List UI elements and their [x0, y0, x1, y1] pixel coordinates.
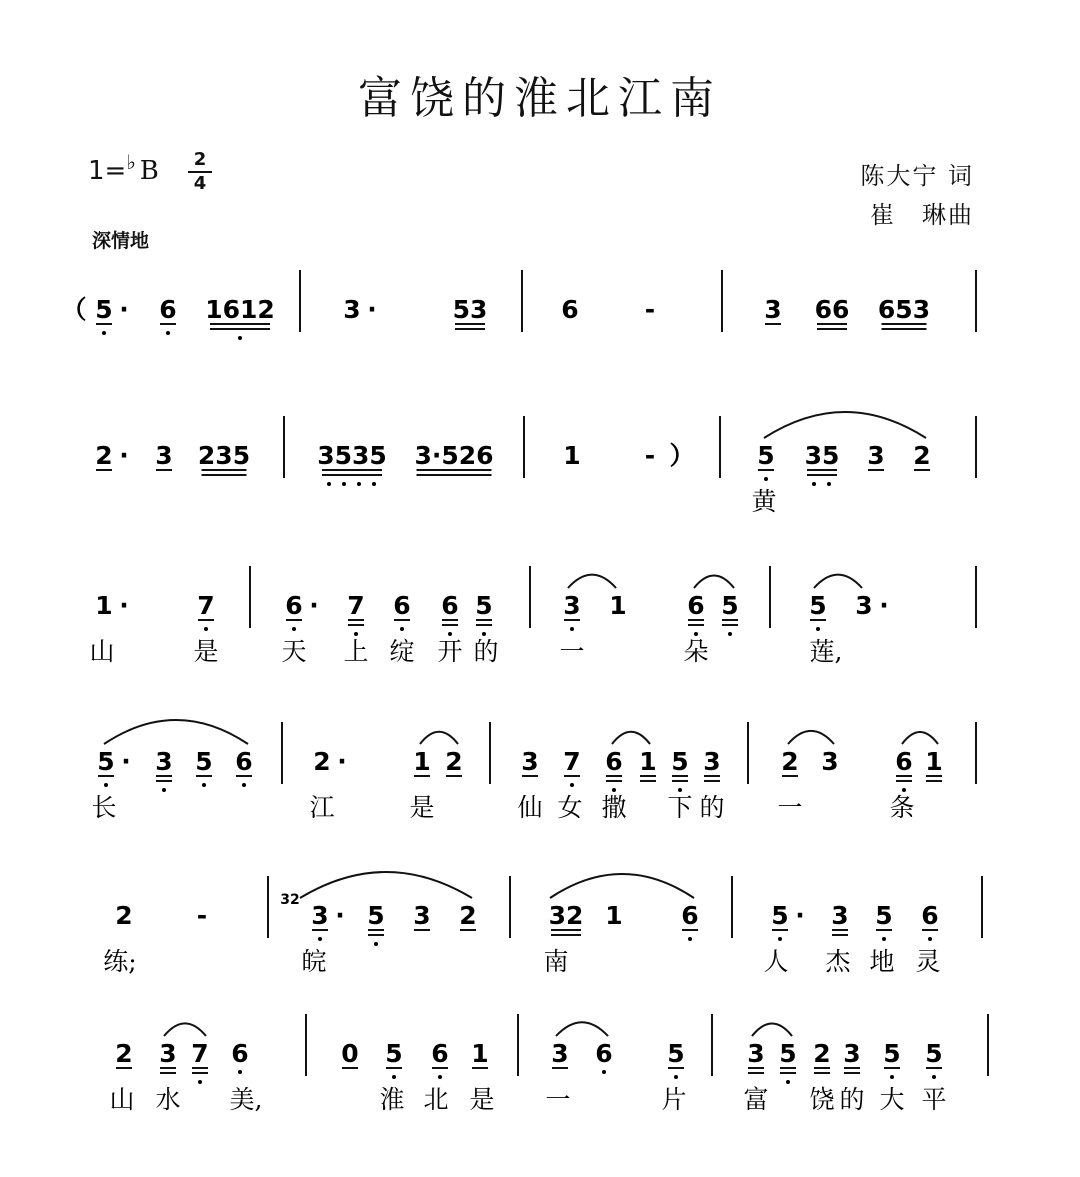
lyric-char: 一 [559, 637, 585, 666]
note: 3 [821, 747, 839, 776]
octave-dot [202, 783, 206, 787]
note: 1 [471, 1039, 489, 1068]
note: 1 [605, 901, 623, 930]
note: 2 [115, 1039, 133, 1068]
slur [612, 732, 650, 744]
octave-dot [162, 788, 166, 792]
slur [550, 874, 694, 898]
lyric-char: 南 [543, 947, 569, 976]
slur [814, 575, 862, 588]
octave-dot [354, 632, 358, 636]
slur [764, 412, 926, 438]
octave-dot [204, 627, 208, 631]
lyricist-credit: 陈大宁 词 [860, 162, 974, 190]
octave-dot [570, 627, 574, 631]
lyric-char: 山 [89, 637, 115, 666]
note: 6 [441, 591, 459, 620]
note: 653 [877, 295, 931, 324]
note: 7 [197, 591, 215, 620]
note: 2 [781, 747, 799, 776]
lyric-char: 是 [469, 1085, 495, 1114]
note: 6 [895, 747, 913, 776]
octave-dot [448, 632, 452, 636]
octave-dot [372, 482, 376, 486]
key-tonic: B [139, 156, 159, 186]
note: 66 [814, 295, 850, 324]
note: 2 [459, 901, 477, 930]
lyric-char: 地 [869, 947, 895, 976]
note: 6 [393, 591, 411, 620]
note: 5 [667, 1039, 685, 1068]
augmentation-dot: · [335, 901, 345, 930]
lyric-char: 一 [777, 793, 803, 822]
octave-dot [688, 937, 692, 941]
slur [556, 1022, 608, 1036]
octave-dot [438, 1075, 442, 1079]
note: 6 [687, 591, 705, 620]
octave-dot [764, 477, 768, 481]
note: 1 [925, 747, 943, 776]
lyric-char: 上 [343, 637, 369, 666]
octave-dot [292, 627, 296, 631]
grace-note: 32 [280, 892, 300, 908]
slur [788, 731, 834, 744]
note: 2 [95, 441, 113, 470]
octave-dot [778, 937, 782, 941]
augmentation-dot: · [119, 591, 129, 620]
note: 1 [95, 591, 113, 620]
augmentation-dot: · [309, 591, 319, 620]
note: 2 [115, 901, 133, 930]
time-beats: 2 [193, 149, 207, 170]
key-prefix: 1= [88, 156, 127, 186]
lyric-char: 美, [229, 1085, 263, 1114]
note: 3 [831, 901, 849, 930]
lyric-char: 女 [557, 793, 583, 822]
note: 3 [159, 1039, 177, 1068]
note: 3 [343, 295, 361, 324]
lyric-char: 淮 [379, 1085, 405, 1114]
lyric-char: 绽 [389, 637, 415, 666]
octave-dot [102, 331, 106, 335]
octave-dot [318, 937, 322, 941]
lyric-char: 一 [545, 1085, 571, 1114]
augmentation-dot: · [119, 295, 129, 324]
note: - [644, 295, 656, 324]
lyric-char: 灵 [915, 947, 941, 976]
octave-dot [327, 482, 331, 486]
note: 3 [563, 591, 581, 620]
note: 3 [867, 441, 885, 470]
octave-dot [827, 482, 831, 486]
note: 5 [779, 1039, 797, 1068]
note: 1 [639, 747, 657, 776]
lyric-char: 练; [103, 947, 137, 976]
lyric-char: 大 [879, 1085, 905, 1114]
octave-dot [812, 482, 816, 486]
note: 6 [595, 1039, 613, 1068]
note: 7 [347, 591, 365, 620]
note: 1612 [205, 295, 275, 324]
note: 2 [313, 747, 331, 776]
octave-dot [342, 482, 346, 486]
note: 5 [875, 901, 893, 930]
note: 5 [97, 747, 115, 776]
lyric-char: 黄 [751, 487, 777, 516]
lyric-char: 平 [921, 1085, 947, 1114]
note: 3 [855, 591, 873, 620]
note: 1 [609, 591, 627, 620]
note: 6 [235, 747, 253, 776]
lyric-char: 北 [423, 1085, 449, 1114]
note: 6 [231, 1039, 249, 1068]
note: - [644, 441, 656, 470]
note: 3 [703, 747, 721, 776]
lyric-char: 开 [437, 637, 463, 666]
octave-dot [570, 783, 574, 787]
note: 5 [367, 901, 385, 930]
note: 53 [452, 295, 488, 324]
note: 7 [563, 747, 581, 776]
note: 3 [521, 747, 539, 776]
octave-dot [786, 1080, 790, 1084]
lyric-char: 江 [309, 793, 335, 822]
octave-dot [392, 1075, 396, 1079]
augmentation-dot: · [879, 591, 889, 620]
octave-dot [932, 1075, 936, 1079]
slur [104, 720, 248, 744]
octave-dot [694, 632, 698, 636]
note: 5 [771, 901, 789, 930]
octave-dot [602, 1070, 606, 1074]
octave-dot [242, 783, 246, 787]
composer-credit: 崔 琳曲 [870, 201, 974, 229]
augmentation-dot: · [337, 747, 347, 776]
note: 6 [561, 295, 579, 324]
note: 5 [757, 441, 775, 470]
lyric-char: 的 [473, 637, 499, 666]
octave-dot [902, 788, 906, 792]
octave-dot [400, 627, 404, 631]
lyric-char: 的 [839, 1085, 865, 1114]
note: 5 [925, 1039, 943, 1068]
note: 0 [341, 1039, 359, 1068]
slur [694, 576, 734, 588]
note: 3 [747, 1039, 765, 1068]
octave-dot [882, 937, 886, 941]
lyric-char: 条 [889, 793, 915, 822]
note: 2 [913, 441, 931, 470]
octave-dot [890, 1075, 894, 1079]
slur [420, 732, 458, 744]
note: 5 [195, 747, 213, 776]
augmentation-dot: · [121, 747, 131, 776]
lyric-char: 片 [661, 1085, 687, 1114]
lyric-char: 富 [743, 1085, 769, 1114]
note: 6 [285, 591, 303, 620]
octave-dot [612, 788, 616, 792]
lyric-char: 天 [281, 637, 307, 666]
note: 3 [413, 901, 431, 930]
lyric-char: 仙 [517, 793, 543, 822]
octave-dot [928, 937, 932, 941]
note: 6 [681, 901, 699, 930]
slur [164, 1023, 206, 1036]
note: - [196, 901, 208, 930]
flat-sign: ♭ [126, 150, 136, 174]
augmentation-dot: · [795, 901, 805, 930]
song-title: 富饶的淮北江南 [358, 73, 722, 124]
note: 6 [605, 747, 623, 776]
note: 235 [197, 441, 251, 470]
note: 2 [445, 747, 463, 776]
octave-dot [166, 331, 170, 335]
note: 5 [809, 591, 827, 620]
note: 6 [921, 901, 939, 930]
note: 3·526 [414, 441, 494, 470]
note: 3 [311, 901, 329, 930]
lyric-char: 的 [699, 793, 725, 822]
octave-dot [728, 632, 732, 636]
note: 2 [813, 1039, 831, 1068]
lyric-char: 下 [667, 793, 693, 822]
octave-dot [357, 482, 361, 486]
octave-dot [238, 1070, 242, 1074]
lyric-char: 水 [155, 1085, 181, 1114]
lyric-char: 人 [763, 947, 789, 976]
lyric-char: 饶 [809, 1085, 835, 1114]
lyric-char: 山 [109, 1085, 135, 1114]
note: 1 [413, 747, 431, 776]
octave-dot [238, 336, 242, 340]
lyric-char: 杰 [825, 947, 851, 976]
octave-dot [374, 942, 378, 946]
note: 3 [764, 295, 782, 324]
lyric-char: 是 [409, 793, 435, 822]
augmentation-dot: · [367, 295, 377, 324]
note: 5 [883, 1039, 901, 1068]
lyric-char: 撒 [601, 793, 627, 822]
octave-dot [816, 627, 820, 631]
note: 1 [563, 441, 581, 470]
note: 7 [191, 1039, 209, 1068]
octave-dot [674, 1075, 678, 1079]
lyric-char: 皖 [301, 947, 327, 976]
octave-dot [198, 1080, 202, 1084]
augmentation-dot: · [119, 441, 129, 470]
expression-mark: 深情地 [92, 230, 150, 252]
note: 6 [159, 295, 177, 324]
note: 6 [431, 1039, 449, 1068]
note: 5 [385, 1039, 403, 1068]
note: 5 [721, 591, 739, 620]
note: 5 [95, 295, 113, 324]
lyric-char: 是 [193, 637, 219, 666]
note: 3 [155, 441, 173, 470]
slur [752, 1024, 792, 1036]
note: 5 [671, 747, 689, 776]
octave-dot [104, 783, 108, 787]
octave-dot [482, 632, 486, 636]
slur [902, 732, 938, 744]
slur [300, 872, 472, 898]
note: 3535 [317, 441, 387, 470]
note: ） [669, 441, 695, 470]
note: 5 [475, 591, 493, 620]
note: 3 [551, 1039, 569, 1068]
lyric-char: 长 [91, 793, 117, 822]
note: 3 [843, 1039, 861, 1068]
note: （ [61, 295, 87, 324]
octave-dot [678, 788, 682, 792]
note: 32 [548, 901, 584, 930]
lyric-char: 莲, [809, 637, 843, 666]
lyric-char: 朵 [683, 637, 709, 666]
note: 35 [804, 441, 840, 470]
time-unit: 4 [193, 173, 207, 194]
slur [568, 575, 616, 588]
note: 3 [155, 747, 173, 776]
